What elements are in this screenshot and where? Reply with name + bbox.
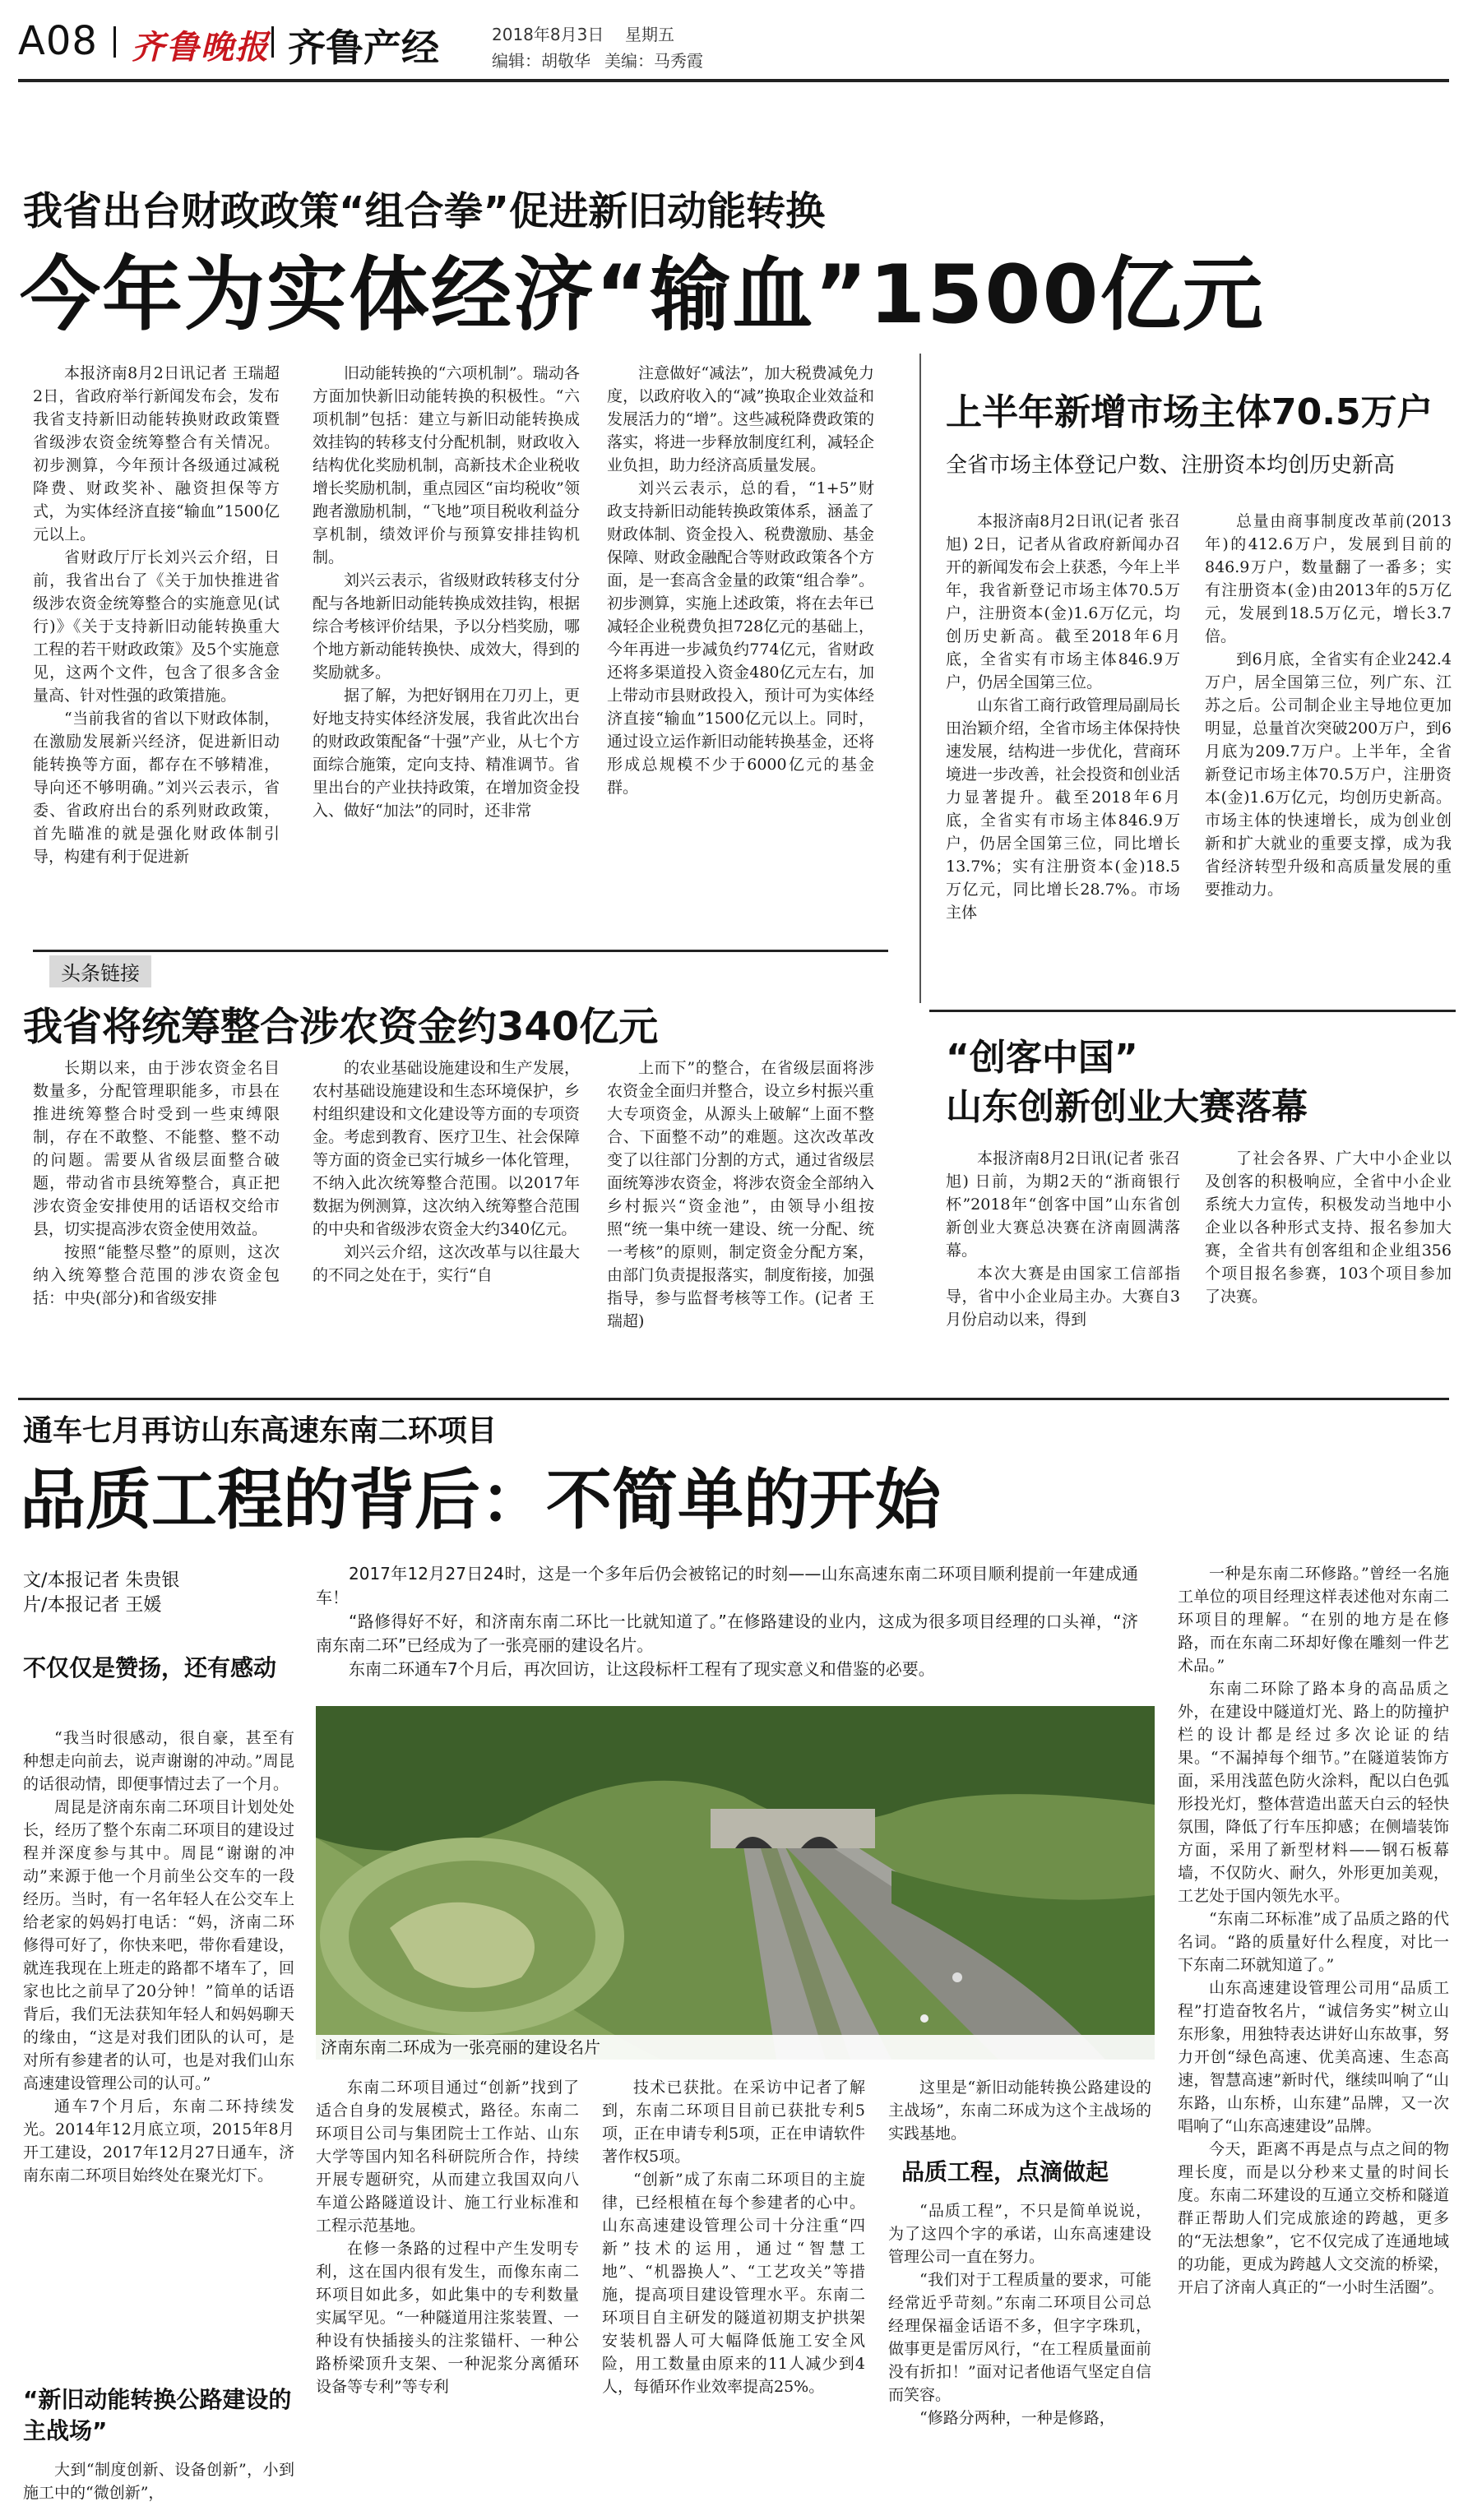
story5-paragraph: “修路分两种，一种是修路， [919, 2409, 1115, 2427]
story1-paragraph: 省财政厅厅长刘兴云介绍，日前，我省出台了《关于加快推进省级涉农资金统筹整合的实施意见(试行)》《关于支持新旧动能转换重大工程的若干财政政策》及5个实施意见，这两个文件，包含了很多含金量高、针对性强的政策措施。 [33, 548, 280, 705]
masthead-separator [113, 26, 116, 58]
story5-paragraph: 在修一条路的过程中产生发明专利，这在国内很有发生，而像东南二环项目如此多，如此集中的专利数量实属罕见。“一种隧道用注浆装置、一种设有快插接头的注浆锚杆、一种公路桥梁顶升支架、一种泥浆分离循环设备等专利”等专利 [316, 2240, 579, 2396]
story1-paragraph: 刘兴云表示，省级财政转移支付分配与各地新旧动能转换成效挂钩，根据综合考核评价结果，予以分档奖励，哪个地方新动能转换快、成效大，得到的奖励就多。 [313, 571, 580, 682]
story5-lead [316, 1562, 1138, 1698]
story5-bottom-column-1 [316, 2076, 579, 2516]
story4-paragraph: 本报济南8月2日讯(记者 张召旭) 日前，为期2天的“浙商银行杯”2018年“创客中国”山东省创新创业大赛总决赛在济南圆满落幕。 [946, 1149, 1180, 1260]
story5-paragraph: 大到“制度创新、设备创新”，小到施工中的“微创新”， [23, 2461, 294, 2502]
story3-paragraph: 刘兴云介绍，这次改革与以往最大的不同之处在于，实行“自 [313, 1243, 580, 1284]
story5-paragraph: 这里是“新旧动能转换公路建设的主战场”，东南二环成为这个主战场的实践基地。 [888, 2078, 1151, 2142]
story1-headline: 今年为实体经济“输血”1500亿元 [20, 248, 1265, 342]
story5-bottom-column-2 [602, 2076, 865, 2516]
masthead-separator [271, 26, 274, 58]
story4-column-1 [946, 1147, 1180, 1385]
story5-bottom-column-3b [888, 2199, 1151, 2516]
story5-paragraph: 山东高速建设管理公司用“品质工程”打造奋牧名片，“诚信务实”树立山东形象，用独特表达讲好山东故事，努力开创“绿色高速、优美高速、生态高速，智慧高速”新时代，继续叫响了“山东路，山东桥，山东建”品牌，又一次唱响了“山东高速建设”品牌。 [1178, 1979, 1449, 2135]
story2-column-2 [1205, 510, 1452, 995]
story1-paragraph: 注意做好“减法”，加大税费减免力度，以政府收入的“减”换取企业效益和发展活力的“增”。这些减税降费政策的落实，将进一步释放制度红利，减轻企业负担，助力经济高质量发展。 [607, 364, 874, 474]
link-tag-label: 头条链接 [49, 955, 151, 987]
highway-aerial-image [316, 1706, 1155, 2060]
story5-left-column-2 [23, 2458, 294, 2516]
story5-paragraph: “品质工程”，不只是简单说说，为了这四个字的承诺，山东高速建设管理公司一直在努力。 [888, 2202, 1151, 2266]
story2-paragraph: 到6月底，全省实有企业242.4万户，居全国第三位，列广东、江苏之后。公司制企业主导地位更加明显，总量首次突破200万户，到6月底为209.7万户。上半年，全省新登记市场主体70.5万户，注册资本(金)1.6万亿元，均创历史新高。市场主体的快速增长，成为创业创新和扩大就业的重要支撑，成为我省经济转型升级和高质量发展的重要推动力。 [1205, 650, 1452, 899]
designer-credit: 美编：马秀霞 [604, 51, 703, 71]
story1-kicker: 我省出台财政政策“组合拳”促进新旧动能转换 [23, 188, 826, 234]
story4-headline-line1: “创客中国” [946, 1037, 1138, 1079]
story3-paragraph: 上而下”的整合，在省级层面将涉农资金全面归并整合，设立乡村振兴重大专项资金，从源头上破解“上面不整合、下面整不动”的难题。这次改革改变了以往部门分割的方式，通过省级层面统筹涉农资金，将涉农资金全部纳入乡村振兴“资金池”，由领导小组按照“统一集中统一建设、统一分配、统一考核”的原则，制定资金分配方案，由部门负责提报落实，制度衔接，加强指导，参与监督考核等工作。(记者 王瑞超) [607, 1059, 874, 1330]
story4-column-2 [1205, 1147, 1452, 1385]
paper-logo: 齐鲁晚报 [132, 28, 270, 67]
story5-subhead-1: 不仅仅是赞扬，还有感动 [23, 1654, 277, 1681]
story1-paragraph: 刘兴云表示，总的看，“1+5”财政支持新旧动能转换政策体系，涵盖了财政体制、资金投入、税费激励、基金保障、财政金融配合等财政政策各个方面，是一套高含金量的政策“组合拳”。初步测算，实施上述政策，将在去年已减轻企业税费负担728亿元的基础上，今年再进一步减负约774亿元，省财政还将多渠道投入资金480亿元左右，加上带动市县财政投入，预计可为实体经济直接“输血”1500亿元以上。同时，通过设立运作新旧动能转换基金，还将形成总规模不少于6000亿元的基金群。 [607, 479, 874, 797]
story5-paragraph: 通车7个月后，东南二环持续发光。2014年12月底立项，2015年8月开工建设，2017年12月27日通车，济南东南二环项目始终处在聚光灯下。 [23, 2097, 294, 2185]
story4-paragraph: 了社会各界、广大中小企业以及创客的积极响应，全省中小企业系统大力宣传，积极发动当地中小企业以各种形式支持、报名参加大赛，全省共有创客组和企业组356个项目报名参赛，103个项目参加了决赛。 [1205, 1149, 1452, 1306]
story5-paragraph: 周昆是济南东南二环项目计划处处长，经历了整个东南二环项目的建设过程并深度参与其中。周昆“谢谢的冲动”来源于他一个月前坐公交车的一段经历。当时，有一名年轻人在公交车上给老家的妈妈打电话：“妈，济南二环修得可好了，你快来吧，带你看建设，就连我现在上班走的路都不堵车了，回家也比之前早了20分钟！”简单的话语背后，我们无法获知年轻人和妈妈聊天的缘由，“这是对我们团队的认可，是对所有参建者的认可，也是对我们山东高速建设管理公司的认可。” [23, 1798, 294, 2092]
story5-paragraph: 东南二环除了路本身的高品质之外，在建设中隧道灯光、路上的防撞护栏的设计都是经过多次论证的结果。“不漏掉每个细节。”在隧道装饰方面，采用浅蓝色防火涂料，配以白色弧形投光灯，整体营造出蓝天白云的轻快氛围，降低了行车压抑感；在侧墙装饰方面，采用了新型材料——钢石板幕墙，不仅防火、耐久，外形更加美观，工艺处于国内领先水平。 [1178, 1680, 1449, 1905]
highway-photo [316, 1706, 1155, 2060]
story4-rule [929, 1010, 1456, 1012]
story3-paragraph: 按照“能整尽整”的原则，这次纳入统筹整合范围的涉农资金包括：中央(部分)和省级安排 [33, 1243, 280, 1307]
story2-paragraph: 总量由商事制度改革前(2013年)的412.6万户，发展到目前的846.9万户，数量翻了一番多；实有注册资本(金)由2013年的5万亿元，发展到18.5万亿元，增长3.7倍。 [1205, 512, 1452, 645]
story1-column-3 [607, 362, 874, 937]
story5-credit-text: 文/本报记者 朱贵银 [23, 1570, 180, 1591]
lead-paragraph: 东南二环通车7个月后，再次回访，让这段标杆工程有了现实意义和借鉴的必要。 [349, 1659, 935, 1679]
story2-headline: 上半年新增市场主体70.5万户 [946, 391, 1433, 433]
story5-bottom-column-3a [888, 2076, 1151, 2142]
story1-column-2 [313, 362, 580, 937]
story4-headline-line2: 山东创新创业大赛落幕 [946, 1086, 1308, 1128]
section-rule [18, 1398, 1449, 1400]
story5-paragraph: 东南二环项目通过“创新”找到了适合自身的发展模式，路径。东南二环项目公司与集团院士工作站、山东大学等国内知名科研院所合作，持续开展专题研究，从而建立我国双向八车道公路隧道设计、施工行业标准和工程示范基地。 [316, 2078, 579, 2235]
lead-paragraph: 2017年12月27日24时，这是一个多年后仍会被铭记的时刻——山东高速东南二环项目顺利提前一年建成通车！ [316, 1564, 1138, 1607]
story5-kicker: 通车七月再访山东高速东南二环项目 [23, 1414, 498, 1448]
story2-paragraph: 山东省工商行政管理局副局长田治颖介绍，全省市场主体保持快速发展，结构进一步优化，营商环境进一步改善，社会投资和创业活力显著提升。截至2018年6月底，全省实有市场主体846.9万户，仍居全国第三位，同比增长13.7%；实有注册资本(金)18.5万亿元，同比增长28.7%。市场主体 [946, 696, 1180, 922]
story2-subhead: 全省市场主体登记户数、注册资本均创历史新高 [946, 453, 1396, 478]
story5-paragraph: 今天，距离不再是点与点之间的物理长度，而是以分秒来丈量的时间长度。东南二环建设的互通立交桥和隧道群正帮助人们完成旅途的跨越，更多的“无法想象”，它不仅完成了连通地域的功能，更成为跨越人文交流的桥梁，开启了济南人真正的“一小时生活圈”。 [1178, 2140, 1449, 2296]
masthead-rule [18, 79, 1449, 82]
story2-column-1 [946, 510, 1180, 995]
story5-paragraph: “东南二环标准”成了品质之路的代名词。“路的质量好什么程度，对比一下东南二环就知道了。” [1178, 1910, 1449, 1974]
story1-paragraph: “当前我省的省以下财政体制，在激励发展新兴经济，促进新旧动能转换等方面，都存在不够精准，导向还不够明确。”刘兴云表示，省委、省政府出台的系列财政政策，首先瞄准的就是强化财政体制引导，构建有利于促进新 [33, 710, 280, 866]
story5-paragraph: “我们对于工程质量的要求，可能经常近乎苛刻。”东南二环项目公司总经理保福金话语不多，但字字珠玑，做事更是雷厉风行，“在工程质量面前没有折扣！”面对记者他语气坚定自信而笑容。 [888, 2271, 1151, 2404]
story3-column-3 [607, 1057, 874, 1385]
story1-column-1 [33, 362, 280, 937]
section-title: 齐鲁产经 [288, 25, 439, 70]
story5-left-column [23, 1727, 294, 2368]
story5-paragraph: “创新”成了东南二环项目的主旋律，已经根植在每个参建者的心中。山东高速建设管理公司十分注重“四新”技术的运用，通过“智慧工地”、“机器换人”、“工艺攻关”等措施，提高项目建设管理水平。东南二环项目自主研发的隧道初期支护拱架安装机器人可大幅降低施工安全风险，用工数量由原来的11人减少到4人，每循环作业效率提高25%。 [602, 2171, 865, 2396]
story3-paragraph: 长期以来，由于涉农资金名目数量多，分配管理职能多，市县在推进统筹整合时受到一些束缚限制，存在不敢整、不能整、整不动的问题。需要从省级层面整合破题，带动省市县统筹整合，真正把涉农资金安排使用的话语权交给市县，切实提高涉农资金使用效益。 [33, 1059, 280, 1238]
story5-subhead-3: 品质工程，点滴做起 [901, 2158, 1109, 2185]
story5-paragraph: 技术已获批。在采访中记者了解到，东南二环项目目前已获批专利5项，正在申请专利5项，正在申请软件著作权5项。 [602, 2078, 865, 2166]
story5-credit-photo: 片/本报记者 王媛 [23, 1595, 162, 1616]
story5-subhead-2: “新旧动能转换公路建设的主战场” [23, 2386, 292, 2444]
story1-paragraph: 据了解，为把好钢用在刀刃上，更好地支持实体经济发展，我省此次出台的财政政策配备“十强”产业，从七个方面综合施策，定向支持、精准调节。省里出台的产业扶持政策，在增加资金投入、做好“加法”的同时，还非常 [313, 687, 580, 820]
column-rule [919, 354, 921, 1003]
story5-headline: 品质工程的背后：不简单的开始 [20, 1462, 941, 1538]
link-tag-box [33, 950, 888, 982]
story3-column-2 [313, 1057, 580, 1385]
story4-paragraph: 本次大赛是由国家工信部指导，省中小企业局主办。大赛自3月份启动以来，得到 [946, 1265, 1180, 1329]
story3-column-1 [33, 1057, 280, 1385]
story5-paragraph: 一种是东南二环修路。”曾经一名施工单位的项目经理这样表述他对东南二环项目的理解。“在别的地方是在修路，而在东南二环却好像在雕刻一件艺术品。” [1178, 1565, 1449, 1675]
photo-caption: 济南东南二环成为一张亮丽的建设名片 [316, 2035, 1155, 2060]
story3-headline: 我省将统筹整合涉农资金约340亿元 [23, 1004, 659, 1050]
story1-paragraph: 本报济南8月2日讯记者 王瑞超 2日，省政府举行新闻发布会，发布我省支持新旧动能转换财政政策暨省级涉农资金统筹整合有关情况。初步测算，今年预计各级通过减税降费、财政奖补、融资担保等方式，为实体经济直接“输血”1500亿元以上。 [33, 364, 280, 543]
editor-credit: 编辑：胡敬华 [492, 51, 590, 71]
story3-paragraph: 的农业基础设施建设和生产发展，农村基础设施建设和生态环境保护，乡村组织建设和文化建设等方面的专项资金。考虑到教育、医疗卫生、社会保障等方面的资金已实行城乡一体化管理，不纳入此次统筹整合范围。以2017年数据为例测算，这次纳入统筹整合范围的中央和省级涉农资金大约340亿元。 [313, 1059, 580, 1238]
lead-paragraph: “路修得好不好，和济南东南二环比一比就知道了。”在修路建设的业内，这成为很多项目经理的口头禅，“济南东南二环”已经成为了一张亮丽的建设名片。 [316, 1611, 1138, 1655]
story2-paragraph: 本报济南8月2日讯(记者 张召旭) 2日，记者从省政府新闻办召开的新闻发布会上获悉，今年上半年，我省新登记市场主体70.5万户，注册资本(金)1.6万亿元，均创历史新高。截至2018年6月底，全省实有市场主体846.9万户，仍居全国第三位。 [946, 512, 1180, 691]
issue-weekday: 星期五 [625, 25, 674, 44]
story5-right-column [1178, 1562, 1449, 2516]
issue-date: 2018年8月3日 [492, 25, 604, 44]
story1-paragraph: 旧动能转换的“六项机制”。瑞动各方面加快新旧动能转换的积极性。“六项机制”包括：建立与新旧动能转换成效挂钩的转移支付分配机制，财政收入结构优化奖励机制，高新技术企业税收增长奖励机制，重点园区“亩均税收”领跑者激励机制，“飞地”项目税收利益分享机制，绩效评价与预算安排挂钩机制。 [313, 364, 580, 566]
story5-paragraph: “我当时很感动，很自豪，甚至有种想走向前去，说声谢谢的冲动。”周昆的话很动情，即便事情过去了一个月。 [23, 1729, 294, 1793]
page-number: A08 [18, 18, 98, 64]
